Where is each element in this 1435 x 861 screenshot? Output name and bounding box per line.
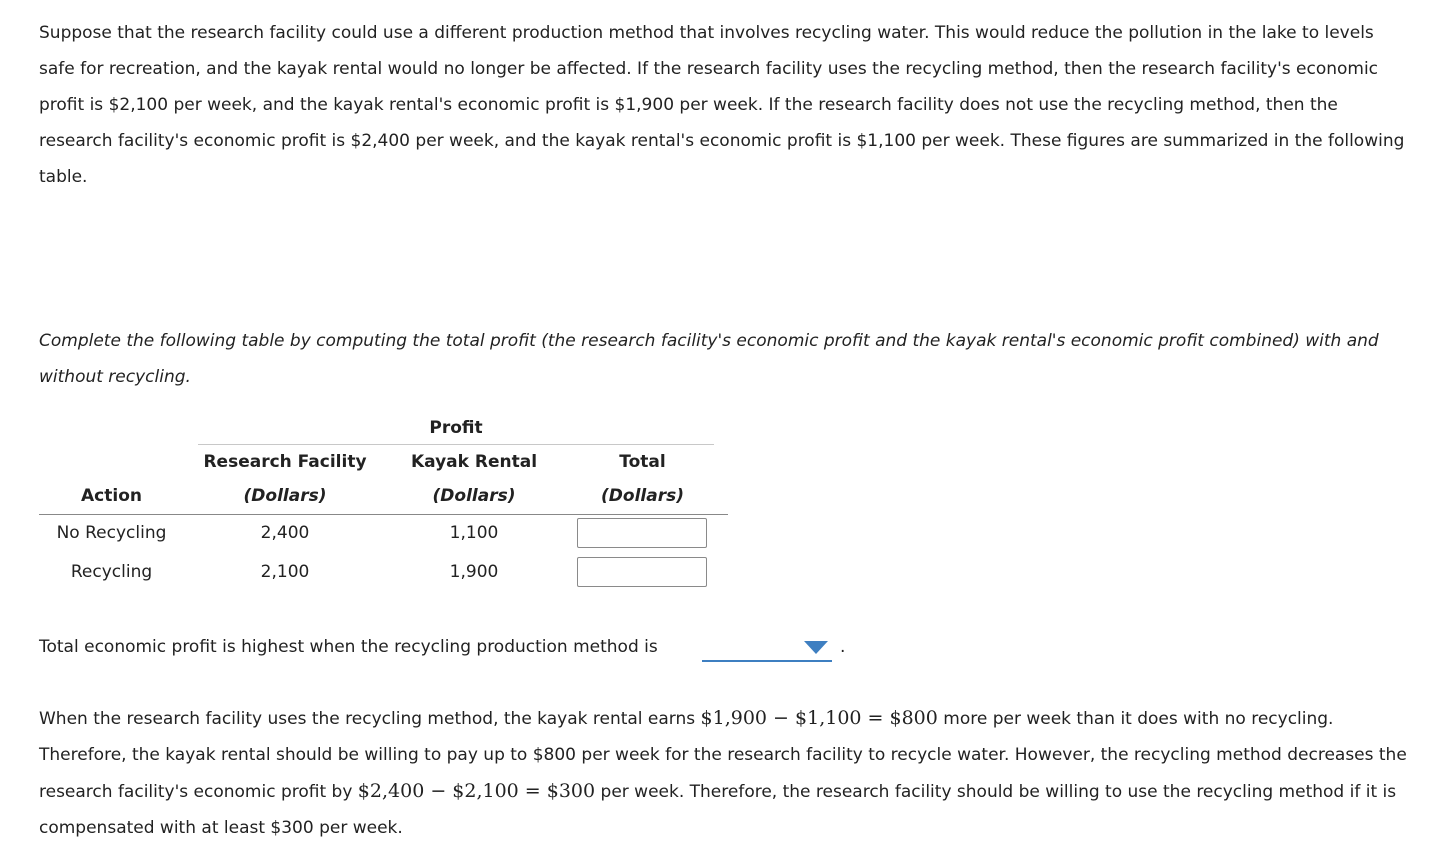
recycling-method-dropdown[interactable] (702, 636, 832, 662)
explanation-text-3: per week. Therefore, the research facility should be willing to use the recycling method if it is compensated with at least $300 per week. (39, 782, 1397, 838)
explanation-paragraph (39, 700, 1409, 846)
row-kayak-value: 1,100 (449, 523, 499, 543)
total-no-recycling-input[interactable] (577, 518, 707, 548)
row-research-value: 2,100 (260, 562, 310, 582)
col-header-kayak: Kayak Rental (410, 452, 538, 472)
row-kayak-value: 1,900 (449, 562, 499, 582)
col-header-total: Total (619, 452, 666, 472)
intro-paragraph: Suppose that the research facility could use a different production method that involves recycling water. This would reduce the pollution in the lake to levels safe for recreation, and the kayak rental would no longer be affected. If the research facility uses the recycling method, then the research facility's economic profit is $2,100 per week, and the kayak rental's economic profit is $1,900 per week. If the research facility does not use the recycling method, then the research facility's economic profit is $2,400 per week, and the kayak rental's economic profit is $1,100 per week. These figures are summarized in the following table. (39, 23, 1405, 187)
total-recycling-input[interactable] (577, 557, 707, 587)
explanation-text-2: more per week than it does with no recycling. Therefore, the kayak rental should be willing to pay up to $800 per week for the research facility to recycle water. However, the recycling method decreases the research facility's economic profit by (39, 709, 1407, 802)
facility-difference-equation: $2,400 − $2,100 = $300 (357, 780, 596, 802)
profit-group-header: Profit (429, 418, 483, 438)
header-divider (39, 514, 728, 515)
question-text: Total economic profit is highest when the recycling production method is (39, 637, 658, 657)
col-header-action: Action (81, 486, 142, 506)
dropdown-arrow-icon (804, 641, 828, 654)
col-unit-total: (Dollars) (601, 486, 684, 506)
row-action-recycling: Recycling (70, 562, 153, 582)
col-unit-kayak: (Dollars) (432, 486, 516, 506)
kayak-difference-equation: $1,900 − $1,100 = $800 (700, 707, 938, 729)
row-action-no-recycling: No Recycling (56, 523, 167, 543)
col-unit-research: (Dollars) (243, 486, 327, 506)
col-header-research: Research Facility (203, 452, 367, 472)
explanation-text-1: When the research facility uses the recycling method, the kayak rental earns (39, 709, 701, 729)
question-period: . (840, 637, 846, 657)
row-research-value: 2,400 (260, 523, 310, 543)
group-header-divider (198, 444, 714, 445)
instruction-paragraph: Complete the following table by computing the total profit (the research facility's economic profit and the kayak rental's economic profit combined) with and without recycling. (39, 331, 1379, 387)
